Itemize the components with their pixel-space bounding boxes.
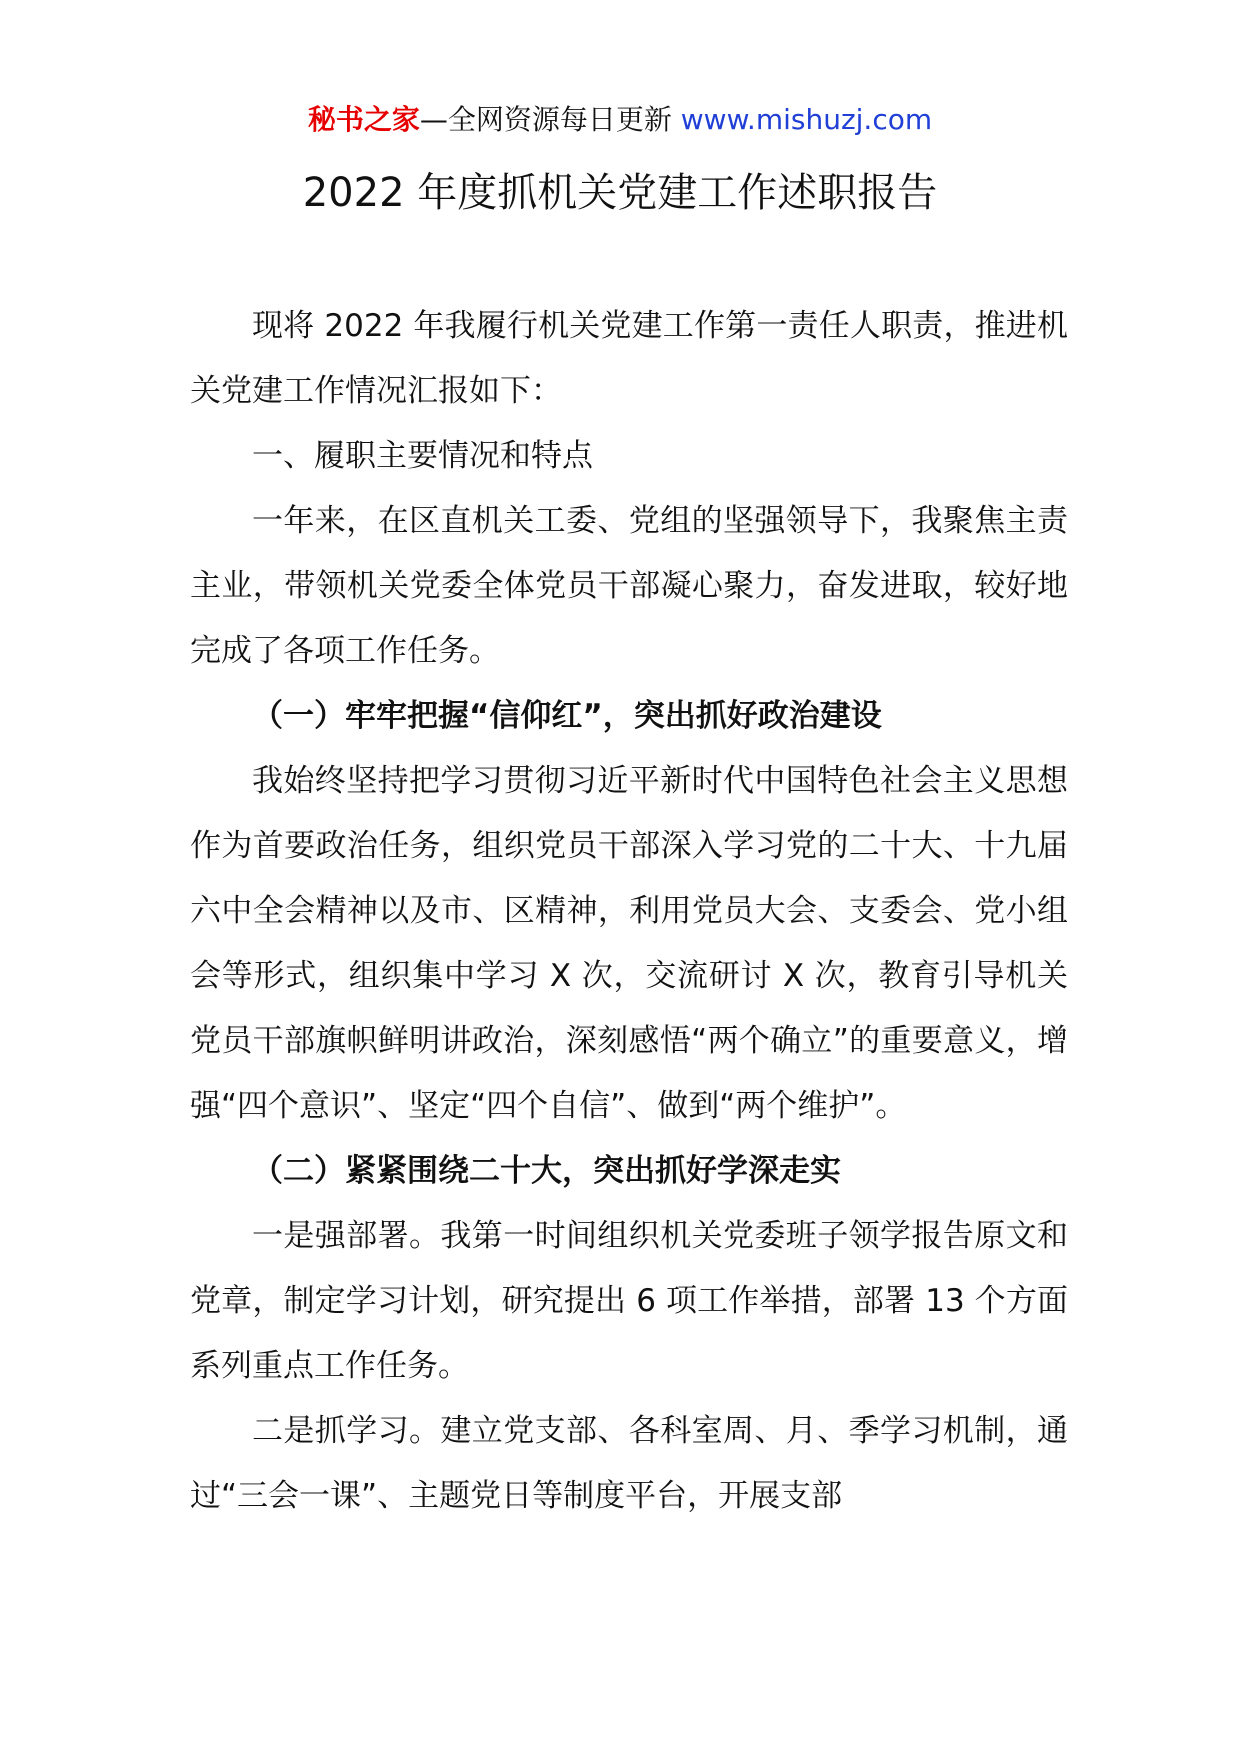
intro-paragraph: 现将 2022 年我履行机关党建工作第一责任人职责，推进机关党建工作情况汇报如下： [190,308,1068,409]
site-url-link[interactable]: www.mishuzj.com [680,103,933,136]
document-body [190,294,1068,1529]
document-title: 2022 年度抓机关党建工作述职报告 [302,170,938,216]
subsection-heading-1: （一）牢牢把握“信仰红”，突出抓好政治建设 [252,698,882,734]
section-heading-1: 一、履职主要情况和特点 [252,438,593,474]
subsection-1-paragraph: 我始终坚持把学习贯彻习近平新时代中国特色社会主义思想作为首要政治任务，组织党员干部深入学习党的二十大、十九届六中全会精神以及市、区精神，利用党员大会、支委会、党小组会等形式，组织集中学习 X 次，交流研讨 X 次，教育引导机关党员干部旗帜鲜明讲政治，深刻感悟“两个确立”的重要意义，增强“四个意识”、坚定“四个自信”、做到“两个维护”。 [190,763,1068,1124]
header-tagline: —全网资源每日更新 [419,103,681,136]
subsection-2-paragraph-2: 二是抓学习。建立党支部、各科室周、月、季学习机制，通过“三会一课”、主题党日等制度平台，开展支部 [190,1413,1068,1514]
subsection-heading-2: （二）紧紧围绕二十大，突出抓好学深走实 [252,1153,841,1189]
subsection-2-paragraph-1: 一是强部署。我第一时间组织机关党委班子领学报告原文和党章，制定学习计划，研究提出 6 项工作举措，部署 13 个方面系列重点工作任务。 [190,1218,1068,1384]
section-1-paragraph: 一年来，在区直机关工委、党组的坚强领导下，我聚焦主责主业，带领机关党委全体党员干部凝心聚力，奋发进取，较好地完成了各项工作任务。 [190,503,1068,669]
site-header [0,100,1240,140]
brand-name: 秘书之家 [307,103,420,136]
